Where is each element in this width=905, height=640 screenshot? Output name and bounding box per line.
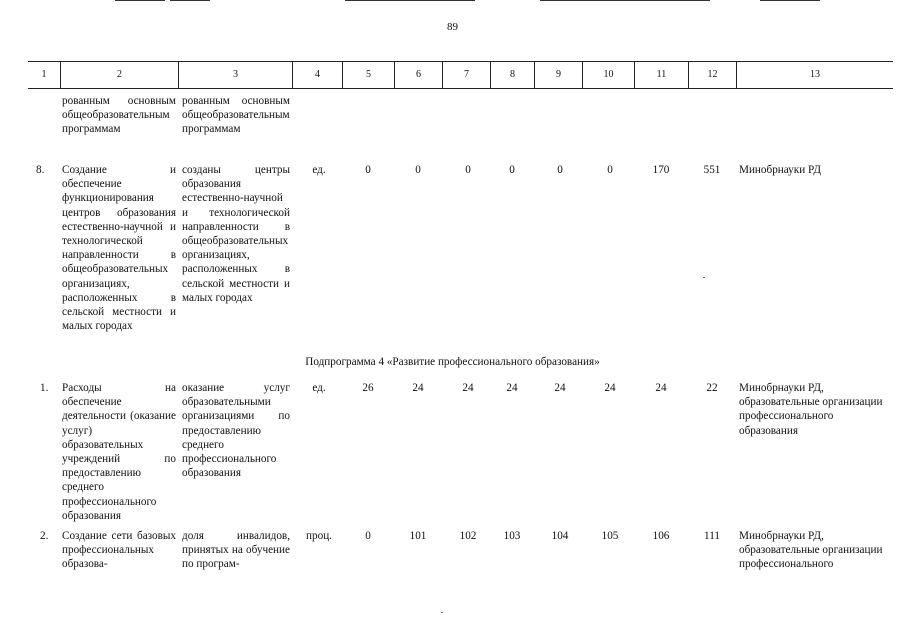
row-8-value-2022: 0 <box>509 164 515 176</box>
top-edge-line <box>540 0 710 1</box>
row-1-executor: Минобрнауки РД, образовательные организации профессионального образования <box>739 382 883 437</box>
header-col-2: 2 <box>60 62 178 88</box>
row-1-value-2021: 24 <box>462 382 474 394</box>
header-col-13: 13 <box>736 62 893 88</box>
row-8-indicator: созданы центры образования естественно-научной и технологической направленности в общеобразовательных организациях, расположенных в сельской местности и малых городах <box>182 164 290 304</box>
page-number: 89 <box>447 21 458 33</box>
row-2-value-2022: 103 <box>503 530 521 542</box>
row-8-value-2025: 170 <box>652 164 670 176</box>
row-2-value-2019: 0 <box>365 530 371 542</box>
header-col-7: 7 <box>442 62 490 88</box>
row-2-event: Создание сети базовых профессиональных образова- <box>62 530 176 571</box>
row-2-value-2025: 106 <box>652 530 670 542</box>
row-1-value-2030: 22 <box>706 382 718 394</box>
row-8-value-2024: 0 <box>607 164 613 176</box>
header-col-10: 10 <box>582 62 634 88</box>
top-edge-line <box>170 0 210 1</box>
row-8-value-2021: 0 <box>465 164 471 176</box>
row-1-value-2019: 26 <box>362 382 374 394</box>
row-8-value-2030: 551 <box>703 164 721 176</box>
top-edge-line <box>345 0 475 1</box>
row-2-executor: Минобрнауки РД, образовательные организации профессионального <box>739 530 883 571</box>
row-8-value-2023: 0 <box>557 164 563 176</box>
row-1-value-2023: 24 <box>554 382 566 394</box>
row-1-value-2022: 24 <box>506 382 518 394</box>
row-1-value-2025: 24 <box>655 382 667 394</box>
scan-speck <box>441 612 443 613</box>
header-col-4: 4 <box>292 62 342 88</box>
row-1-unit: ед. <box>312 382 326 394</box>
row-1-value-2024: 24 <box>604 382 616 394</box>
row-8-value-2019: 0 <box>365 164 371 176</box>
row-2-unit: проц. <box>306 530 332 542</box>
header-col-8: 8 <box>490 62 534 88</box>
row-8-executor: Минобрнауки РД <box>739 164 822 176</box>
row-8-event: Создание и обеспечение функционирования центров образования естественно-научной и технологической направленности в общеобразовательных организациях, расположенных в сельской местности и малых городах <box>62 164 176 333</box>
row-2-value-2020: 101 <box>409 530 427 542</box>
header-col-6: 6 <box>394 62 442 88</box>
row-8-number: 8. <box>36 164 45 176</box>
row-1-event: Расходы на обеспечение деятельности (оказание услуг) образовательных учреждений по предоставлению среднего профессионального образования <box>62 382 176 522</box>
continuation-event: рованным основным общеобразовательным программам <box>62 95 176 136</box>
top-edge-line <box>760 0 820 1</box>
top-edge-line <box>115 0 165 1</box>
row-8-value-2020: 0 <box>415 164 421 176</box>
row-2-value-2023: 104 <box>551 530 569 542</box>
row-2-number: 2. <box>40 530 49 542</box>
header-col-5: 5 <box>342 62 394 88</box>
row-2-value-2030: 111 <box>704 530 720 542</box>
table-header <box>28 61 893 89</box>
header-col-11: 11 <box>634 62 688 88</box>
row-2-indicator: доля инвалидов, принятых на обучение по програм- <box>182 530 290 571</box>
header-col-3: 3 <box>178 62 292 88</box>
subprogram-title: Подпрограмма 4 «Развитие профессионального образования» <box>305 356 600 368</box>
row-8-unit: ед. <box>312 164 326 176</box>
header-col-12: 12 <box>688 62 736 88</box>
continuation-indicator: рованным основным общеобразовательным программам <box>182 95 290 136</box>
header-col-1: 1 <box>41 69 47 80</box>
row-2-value-2021: 102 <box>459 530 477 542</box>
scan-speck <box>703 277 705 278</box>
row-1-indicator: оказание услуг образовательными организациями по предоставлению среднего профессионального образования <box>182 382 290 480</box>
row-1-value-2020: 24 <box>412 382 424 394</box>
row-1-number: 1. <box>40 382 49 394</box>
row-2-value-2024: 105 <box>601 530 619 542</box>
header-col-9: 9 <box>534 62 582 88</box>
